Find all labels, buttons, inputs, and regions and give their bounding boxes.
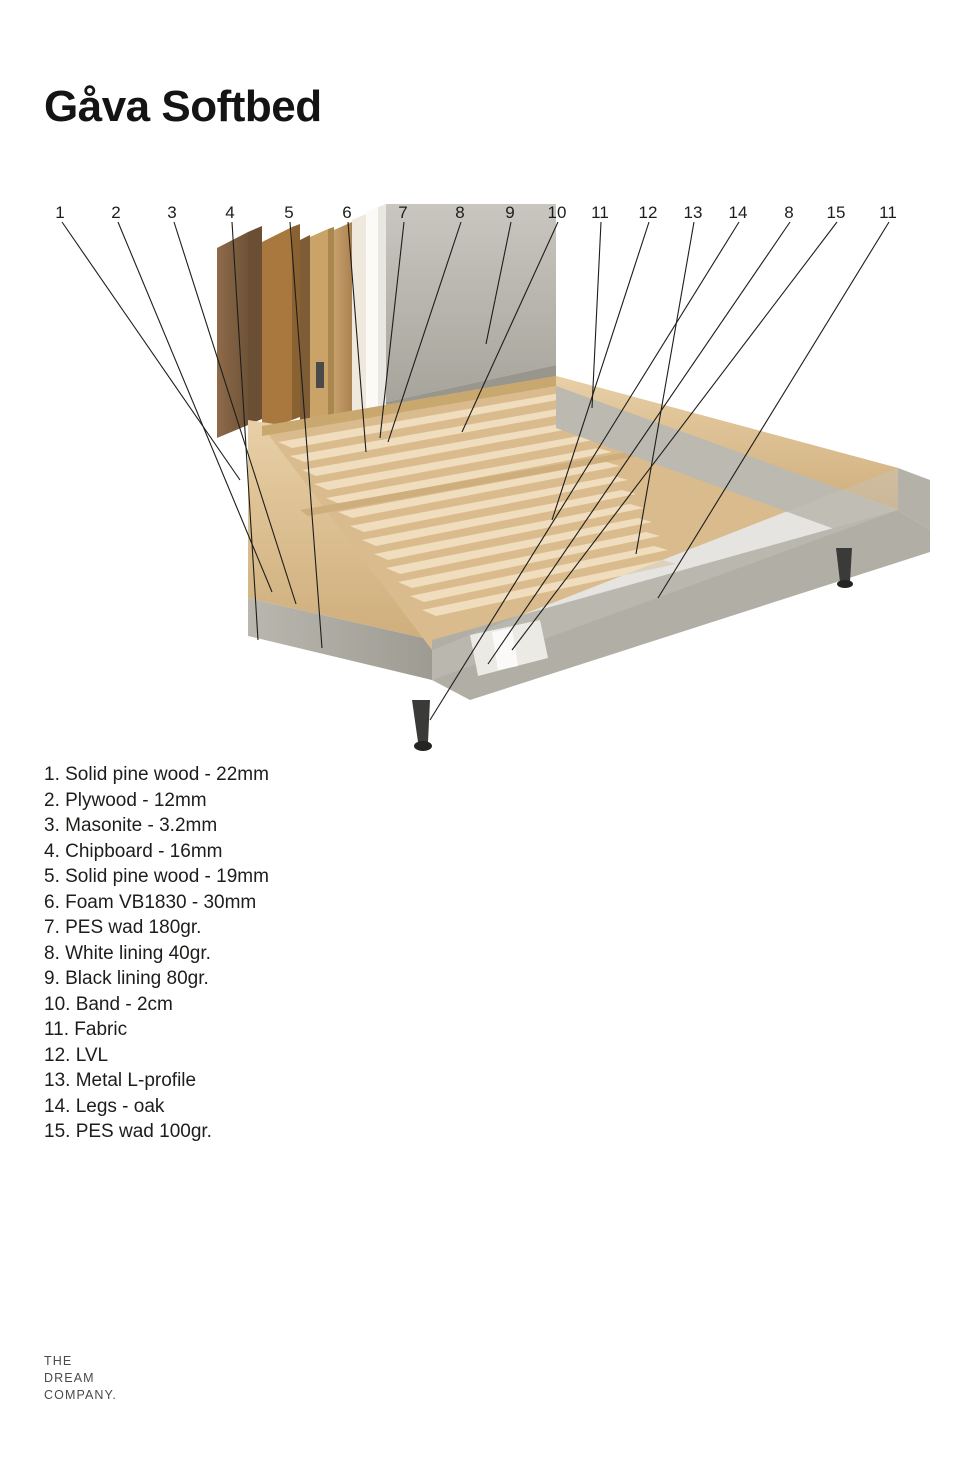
callout-number-8b: 8: [784, 203, 794, 222]
list-item: 15. PES wad 100gr.: [44, 1121, 212, 1142]
list-item: 13. Metal L-profile: [44, 1070, 197, 1091]
callout-number-11: 11: [591, 203, 609, 222]
layer-chipboard-16mm: [310, 227, 334, 426]
layer-solid-pine-22mm: [217, 226, 262, 438]
callout-number-9: 9: [505, 203, 515, 222]
list-item: 9. Black lining 80gr.: [44, 968, 209, 989]
callout-number-3: 3: [167, 203, 177, 222]
layer-pes-wad-180: [366, 207, 378, 411]
callout-number-13: 13: [683, 203, 703, 222]
bed-diagram: [0, 180, 970, 780]
company-logo: [44, 1353, 117, 1404]
callout-number-14: 14: [728, 203, 748, 222]
logo-line-2: DREAM: [44, 1371, 95, 1385]
layer-white-lining-40: [378, 204, 386, 407]
callout-number-4: 4: [225, 203, 235, 222]
list-item: 8. White lining 40gr.: [44, 942, 211, 964]
metal-detail: [316, 362, 324, 388]
list-item: 1. Solid pine wood - 22mm: [44, 764, 269, 785]
page-title: Gåva Softbed: [44, 82, 322, 131]
callout-number-15: 15: [826, 203, 846, 222]
list-item: 5. Solid pine wood - 19mm: [44, 866, 269, 887]
list-item: 12. LVL: [44, 1044, 109, 1066]
callout-number-10: 10: [547, 203, 567, 222]
logo-line-1: THE: [44, 1354, 73, 1368]
layer-masonite-3-2mm: [300, 235, 310, 423]
list-item: 4. Chipboard - 16mm: [44, 840, 223, 862]
logo-line-3: COMPANY.: [44, 1388, 117, 1402]
materials-legend: [44, 762, 464, 1145]
list-item: 14. Legs - oak: [44, 1095, 165, 1117]
list-item: 10. Band - 2cm: [44, 993, 173, 1015]
layer-plywood-12mm: [262, 224, 300, 432]
list-item: 6. Foam VB1830 - 30mm: [44, 891, 257, 913]
callout-number-1: 1: [55, 203, 65, 222]
callout-number-6: 6: [342, 203, 352, 222]
list-item: 3. Masonite - 3.2mm: [44, 815, 218, 836]
layer-foam-vb1830: [352, 214, 366, 414]
callout-number-5: 5: [284, 203, 294, 222]
bed-illustration: [0, 180, 970, 780]
callout-number-2: 2: [111, 203, 121, 222]
list-item: 2. Plywood - 12mm: [44, 789, 207, 811]
layer-solid-pine-19mm: [334, 222, 352, 419]
callout-number-12: 12: [638, 203, 658, 222]
callout-number-7: 7: [398, 203, 408, 222]
callout-number-11b: 11: [879, 203, 897, 222]
callout-number-8: 8: [455, 203, 465, 222]
list-item: 11. Fabric: [44, 1019, 128, 1040]
list-item: 7. PES wad 180gr.: [44, 917, 202, 938]
